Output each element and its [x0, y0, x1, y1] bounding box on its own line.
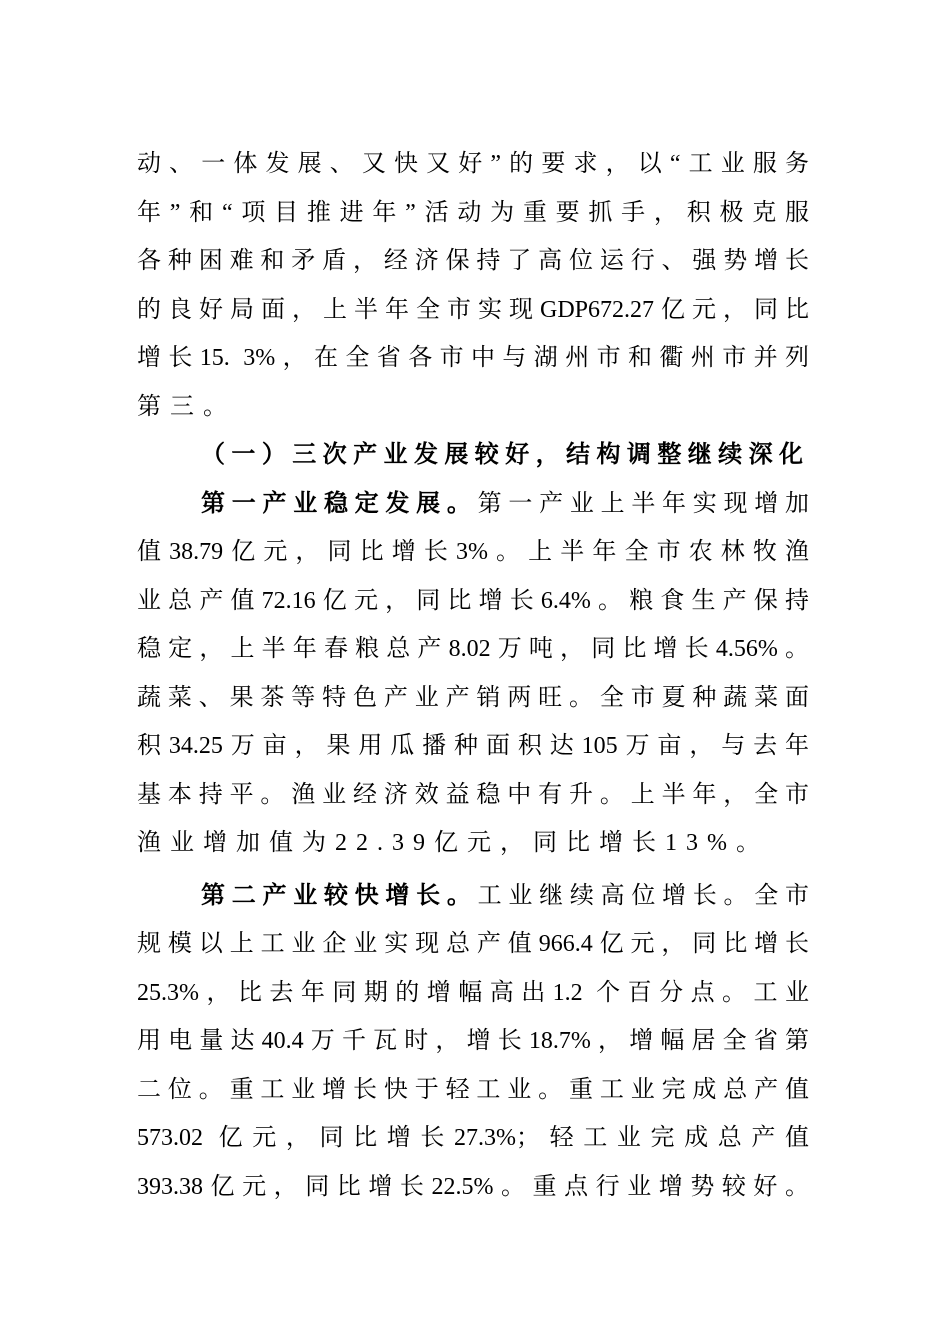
paragraph-lead: 第一产业稳定发展。 — [201, 490, 478, 517]
paragraph-first-line — [137, 872, 809, 921]
paragraph-intro — [137, 140, 809, 431]
paragraph-first-line-text: 第一产业上半年实现增加 — [477, 490, 810, 517]
text-line: 基本持平。渔业经济效益稳中有升。上半年，全市 — [137, 781, 809, 808]
text-line: 573.02 亿元，同比增长27.3%；轻工业完成总产值 — [137, 1125, 809, 1151]
text-line: 二位。重工业增长快于轻工业。重工业完成总产值 — [137, 1076, 809, 1103]
text-line: 渔业增加值为22.39亿元，同比增长13%。 — [137, 830, 769, 856]
paragraph-primary-industry — [137, 480, 809, 868]
paragraph-first-line — [137, 480, 809, 529]
paragraph-first-line-text: 工业继续高位增长。全市 — [477, 882, 810, 909]
text-line: 的良好局面，上半年全市实现GDP672.27亿元，同比 — [137, 296, 809, 323]
text-line: 25.3%，比去年同期的增幅高出1.2 个百分点。工业 — [137, 979, 809, 1006]
section-heading: （一）三次产业发展较好，结构调整继续深化 — [201, 442, 809, 468]
text-line: 值38.79亿元，同比增长3%。上半年全市农林牧渔 — [137, 539, 809, 565]
text-line: 蔬菜、果茶等特色产业产销两旺。全市夏种蔬菜面 — [137, 684, 809, 711]
text-line: 用电量达40.4万千瓦时，增长18.7%，增幅居全省第 — [137, 1028, 809, 1054]
text-line: 积34.25万亩，果用瓜播种面积达105万亩，与去年 — [137, 733, 809, 759]
text-line: 各种困难和矛盾，经济保持了高位运行、强势增长 — [137, 248, 809, 274]
text-line: 动、一体发展、又快又好”的要求，以“工业服务 — [137, 151, 809, 177]
paragraph-lead: 第二产业较快增长。 — [201, 882, 478, 909]
text-line: 年”和“项目推进年”活动为重要抓手，积极克服 — [137, 199, 809, 226]
text-line: 增长15. 3%，在全省各市中与湖州市和衢州市并列 — [137, 345, 809, 371]
text-line: 第三。 — [137, 393, 236, 420]
paragraph-secondary-industry — [137, 872, 809, 1212]
text-line: 业总产值72.16亿元，同比增长6.4%。粮食生产保持 — [137, 587, 809, 614]
text-line: 393.38亿元，同比增长22.5%。重点行业增势较好。 — [137, 1173, 809, 1200]
text-line: 规模以上工业企业实现总产值966.4亿元，同比增长 — [137, 931, 809, 957]
document-body — [137, 140, 809, 1211]
text-line: 稳定，上半年春粮总产8.02万吨，同比增长4.56%。 — [137, 636, 809, 662]
